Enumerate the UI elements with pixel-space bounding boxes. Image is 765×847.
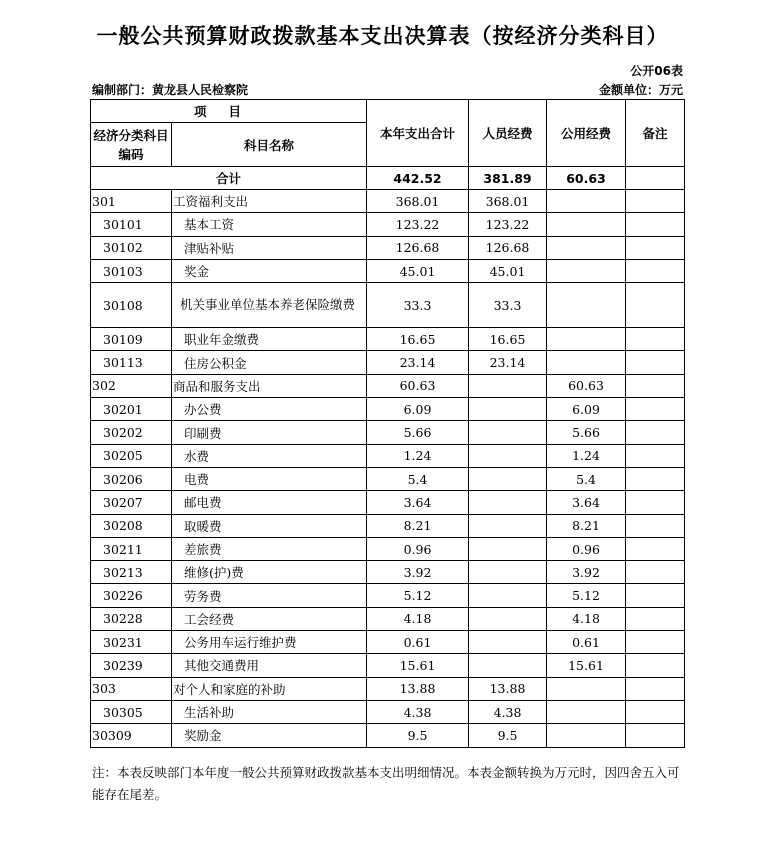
cell-name: 维修(护)费 [172,561,367,584]
cell-code: 30231 [91,631,172,654]
cell-name: 奖金 [172,259,367,282]
cell-personnel: 123.22 [469,213,547,236]
table-row [91,724,685,747]
table-row [91,537,685,560]
cell-name: 工资福利支出 [172,190,367,213]
cell-name: 津贴补贴 [172,236,367,259]
cell-code: 30205 [91,444,172,467]
cell-personnel: 9.5 [469,724,547,747]
cell-total: 5.4 [367,467,469,490]
cell-name: 生活补助 [172,700,367,723]
cell-public [547,700,626,723]
table-row [91,654,685,677]
cell-personnel [469,607,547,630]
cell-code: 30309 [91,724,172,747]
cell-name: 基本工资 [172,213,367,236]
cell-code: 30305 [91,700,172,723]
cell-name: 公务用车运行维护费 [172,631,367,654]
header-remark: 备注 [626,100,685,167]
cell-remark [626,444,685,467]
cell-remark [626,561,685,584]
total-amount: 442.52 [367,167,469,190]
cell-public: 1.24 [547,444,626,467]
cell-public [547,259,626,282]
cell-total: 123.22 [367,213,469,236]
cell-personnel [469,467,547,490]
table-row [91,421,685,444]
cell-code: 30109 [91,328,172,351]
cell-personnel: 13.88 [469,677,547,700]
cell-code: 30102 [91,236,172,259]
cell-name: 电费 [172,467,367,490]
cell-name: 水费 [172,444,367,467]
cell-public [547,328,626,351]
table-row [91,259,685,282]
cell-name: 对个人和家庭的补助 [172,677,367,700]
cell-total: 368.01 [367,190,469,213]
cell-total: 3.64 [367,491,469,514]
total-label: 合计 [91,167,367,190]
cell-total: 0.96 [367,537,469,560]
expenditure-table [90,99,685,748]
cell-personnel: 368.01 [469,190,547,213]
cell-public: 5.12 [547,584,626,607]
cell-total: 15.61 [367,654,469,677]
cell-code: 30213 [91,561,172,584]
cell-name: 商品和服务支出 [172,374,367,397]
cell-personnel [469,654,547,677]
cell-code: 30206 [91,467,172,490]
table-row [91,236,685,259]
cell-total: 16.65 [367,328,469,351]
cell-total: 6.09 [367,398,469,421]
department-label: 编制部门：黄龙县人民检察院 [92,83,249,97]
cell-name: 差旅费 [172,537,367,560]
cell-code: 30228 [91,607,172,630]
cell-public: 6.09 [547,398,626,421]
cell-remark [626,190,685,213]
table-row [91,677,685,700]
header-code: 经济分类科目编码 [91,123,172,167]
header-public: 公用经费 [547,100,626,167]
cell-code: 30226 [91,584,172,607]
cell-public [547,351,626,374]
table-row [91,584,685,607]
cell-code: 30202 [91,421,172,444]
amount-unit-label: 金额单位：万元 [598,83,683,97]
cell-total: 1.24 [367,444,469,467]
cell-remark [626,283,685,328]
table-row [91,398,685,421]
cell-public [547,236,626,259]
cell-name: 住房公积金 [172,351,367,374]
cell-name: 印刷费 [172,421,367,444]
cell-personnel [469,561,547,584]
cell-public: 3.64 [547,491,626,514]
cell-public [547,190,626,213]
table-row [91,561,685,584]
cell-personnel: 33.3 [469,283,547,328]
report-title: 一般公共预算财政拨款基本支出决算表（按经济分类科目） [96,24,669,48]
cell-personnel [469,631,547,654]
total-public: 60.63 [547,167,626,190]
cell-code: 30108 [91,283,172,328]
cell-total: 4.38 [367,700,469,723]
cell-personnel: 126.68 [469,236,547,259]
cell-total: 126.68 [367,236,469,259]
cell-remark [626,724,685,747]
cell-remark [626,421,685,444]
cell-personnel: 16.65 [469,328,547,351]
table-row [91,190,685,213]
cell-personnel [469,537,547,560]
table-row [91,467,685,490]
cell-name: 办公费 [172,398,367,421]
cell-personnel [469,514,547,537]
cell-name: 工会经费 [172,607,367,630]
table-row [91,607,685,630]
cell-public [547,724,626,747]
cell-remark [626,631,685,654]
cell-total: 8.21 [367,514,469,537]
cell-public: 5.66 [547,421,626,444]
form-number: 公开06表 [630,64,683,78]
cell-personnel: 45.01 [469,259,547,282]
table-row [91,374,685,397]
cell-remark [626,654,685,677]
cell-total: 13.88 [367,677,469,700]
table-row [91,514,685,537]
cell-name: 其他交通费用 [172,654,367,677]
cell-code: 30211 [91,537,172,560]
cell-code: 30103 [91,259,172,282]
cell-public: 3.92 [547,561,626,584]
cell-code: 30208 [91,514,172,537]
table-row [91,631,685,654]
cell-remark [626,236,685,259]
header-personnel: 人员经费 [469,100,547,167]
cell-name: 邮电费 [172,491,367,514]
cell-remark [626,398,685,421]
cell-public: 60.63 [547,374,626,397]
cell-code: 30239 [91,654,172,677]
cell-remark [626,700,685,723]
cell-remark [626,677,685,700]
cell-public [547,213,626,236]
cell-remark [626,491,685,514]
table-row [91,491,685,514]
cell-public: 5.4 [547,467,626,490]
cell-remark [626,467,685,490]
cell-total: 0.61 [367,631,469,654]
cell-remark [626,259,685,282]
cell-personnel [469,374,547,397]
cell-name: 取暖费 [172,514,367,537]
cell-code: 301 [91,190,172,213]
total-personnel: 381.89 [469,167,547,190]
header-item: 项目 [91,100,367,123]
cell-remark [626,514,685,537]
cell-personnel [469,398,547,421]
cell-public: 8.21 [547,514,626,537]
cell-code: 30101 [91,213,172,236]
header-name: 科目名称 [172,123,367,167]
cell-total: 9.5 [367,724,469,747]
header-total: 本年支出合计 [367,100,469,167]
cell-remark [626,607,685,630]
cell-public: 0.61 [547,631,626,654]
cell-total: 5.66 [367,421,469,444]
cell-personnel [469,584,547,607]
cell-total: 3.92 [367,561,469,584]
cell-code: 303 [91,677,172,700]
cell-public [547,283,626,328]
cell-name: 职业年金缴费 [172,328,367,351]
cell-code: 30207 [91,491,172,514]
cell-total: 4.18 [367,607,469,630]
cell-name: 奖励金 [172,724,367,747]
cell-personnel [469,444,547,467]
cell-total: 5.12 [367,584,469,607]
table-row [91,700,685,723]
table-row [91,283,685,328]
cell-remark [626,584,685,607]
cell-personnel: 23.14 [469,351,547,374]
cell-code: 30113 [91,351,172,374]
cell-total: 60.63 [367,374,469,397]
cell-public: 0.96 [547,537,626,560]
table-row [91,351,685,374]
footnote: 注：本表反映部门本年度一般公共预算财政拨款基本支出明细情况。本表金额转换为万元时，因四舍五入可能存在尾差。 [92,765,680,802]
cell-public: 15.61 [547,654,626,677]
cell-remark [626,351,685,374]
cell-remark [626,328,685,351]
cell-code: 30201 [91,398,172,421]
cell-code: 302 [91,374,172,397]
cell-name: 劳务费 [172,584,367,607]
cell-personnel: 4.38 [469,700,547,723]
table-row [91,444,685,467]
cell-remark [626,374,685,397]
table-row [91,328,685,351]
cell-personnel [469,491,547,514]
cell-personnel [469,421,547,444]
cell-remark [626,213,685,236]
cell-name: 机关事业单位基本养老保险缴费 [172,283,367,328]
cell-total: 45.01 [367,259,469,282]
cell-total: 23.14 [367,351,469,374]
cell-total: 33.3 [367,283,469,328]
cell-public: 4.18 [547,607,626,630]
table-row [91,213,685,236]
cell-remark [626,537,685,560]
cell-public [547,677,626,700]
total-remark [626,167,685,190]
total-row [91,167,685,190]
